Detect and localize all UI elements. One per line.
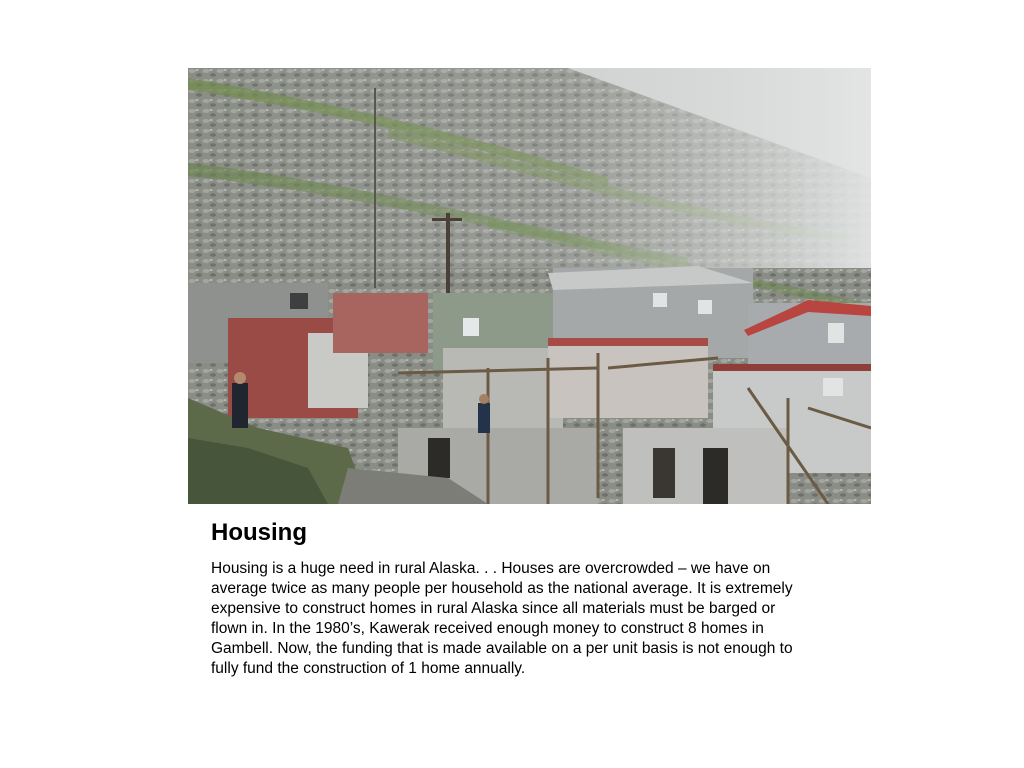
housing-photo [188,68,871,504]
slide-body-text: Housing is a huge need in rural Alaska. . . Houses are overcrowded – we have on average twice as many people per household as the national average. It is extremely expensive to construct homes in rural Alaska since all materials must be barged or flown in. In the 1980’s, Kawerak received enough money to construct 8 homes in Gambell. Now, the funding that is made available on a per unit basis is not enough to fully fund the construction of 1 home annually. [211,560,793,677]
slide-title: Housing [211,519,307,546]
